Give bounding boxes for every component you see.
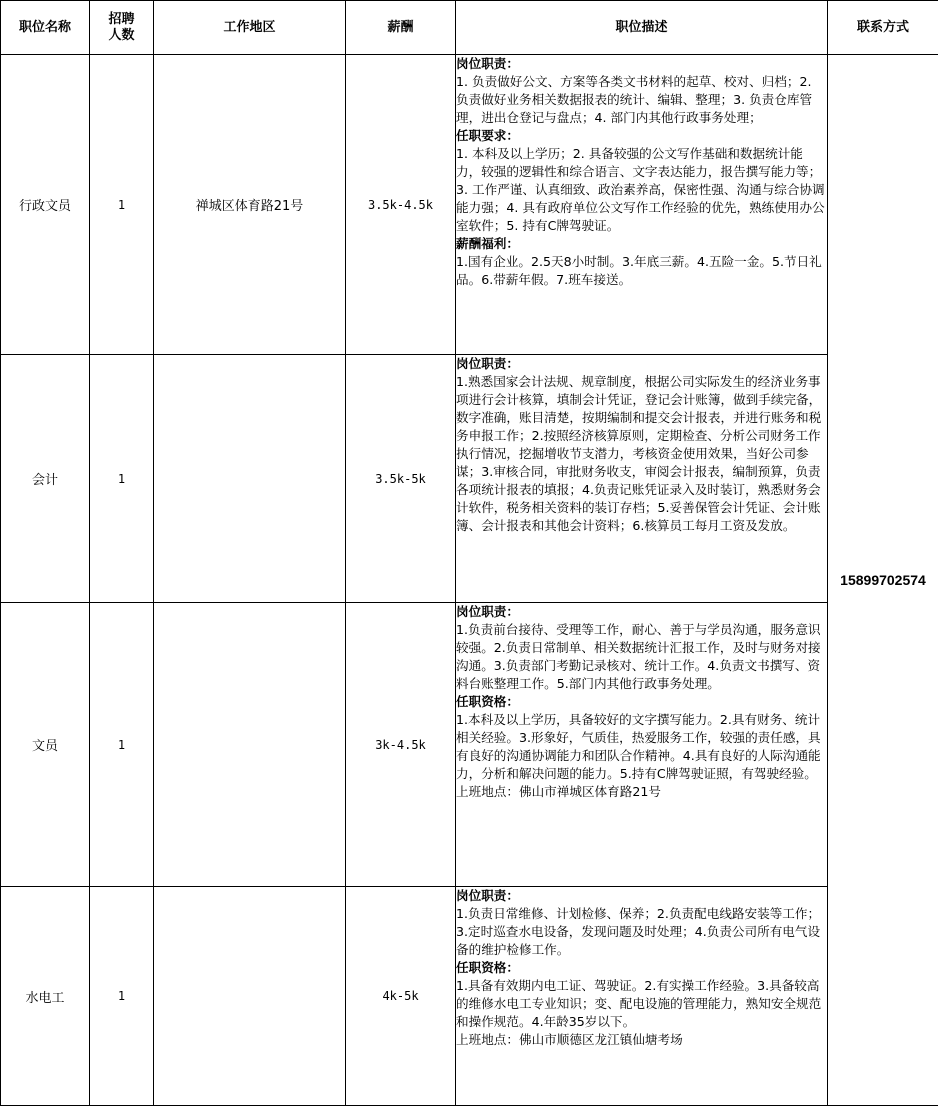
job-row xyxy=(1,603,938,887)
desc-text: 1.本科及以上学历，具备较好的文字撰写能力。2.具有财务、统计相关经验。3.形象好，气质佳，热爱服务工作，较强的责任感，具有良好的沟通协调能力和团队合作精神。4.具有良好的人际沟通能力，分析和解决问题的能力。5.持有C牌驾驶证照，有驾驶经验。 xyxy=(456,712,821,781)
job-location xyxy=(154,355,346,603)
desc-text: 1. 负责做好公文、方案等各类文书材料的起草、校对、归档；2. 负责做好业务相关数据报表的统计、编辑、整理；3. 负责仓库管理，进出仓登记与盘点；4. 部门内其他行政事务处理； xyxy=(456,74,813,125)
header-count xyxy=(90,1,154,55)
desc-text: 1. 本科及以上学历；2. 具备较强的公文写作基础和数据统计能力，较强的逻辑性和综合语言、文字表达能力，报告撰写能力等；3. 工作严谨、认真细致、政治素养高，保密性强、沟通与综合协调能力强；4. 具有政府单位公文写作工作经验的优先，熟练使用办公室软件；5. 持有C牌驾驶证。 xyxy=(456,146,825,233)
job-count: 1 xyxy=(90,355,154,603)
job-description xyxy=(456,887,828,1106)
job-location: 禅城区体育路21号 xyxy=(154,55,346,355)
desc-heading: 岗位职责： xyxy=(456,56,519,71)
job-title: 文员 xyxy=(1,603,90,887)
desc-text: 1.负责前台接待、受理等工作，耐心、善于与学员沟通，服务意识较强。2.负责日常制单、相关数据统计汇报工作，及时与财务对接沟通。3.负责部门考勤记录核对、统计工作。4.负责文书撰写、资料台账整理工作。5.部门内其他行政事务处理。 xyxy=(456,622,821,691)
header-location: 工作地区 xyxy=(154,1,346,55)
job-salary: 3k-4.5k xyxy=(346,603,456,887)
desc-heading: 任职要求： xyxy=(456,128,519,143)
desc-text: 1.负责日常维修、计划检修、保养；2.负责配电线路安装等工作；3.定时巡查水电设备，发现问题及时处理；4.负责公司所有电气设备的维护检修工作。 xyxy=(456,906,821,957)
desc-text: 1.具备有效期内电工证、驾驶证。2.有实操工作经验。3.具备较高的维修水电工专业知识；变、配电设施的管理能力，熟知安全规范和操作规范。4.年龄35岁以下。 xyxy=(456,978,822,1029)
job-title: 行政文员 xyxy=(1,55,90,355)
job-count: 1 xyxy=(90,603,154,887)
desc-workplace: 上班地点：佛山市禅城区体育路21号 xyxy=(456,784,661,799)
header-description: 职位描述 xyxy=(456,1,828,55)
job-title: 水电工 xyxy=(1,887,90,1106)
job-row xyxy=(1,887,938,1106)
job-count: 1 xyxy=(90,55,154,355)
job-title: 会计 xyxy=(1,355,90,603)
job-row xyxy=(1,355,938,603)
job-count: 1 xyxy=(90,887,154,1106)
desc-heading: 任职资格： xyxy=(456,960,519,975)
header-title: 职位名称 xyxy=(1,1,90,55)
desc-text: 1.熟悉国家会计法规、规章制度，根据公司实际发生的经济业务事项进行会计核算，填制会计凭证，登记会计账簿，做到手续完备，数字准确，账目清楚，按期编制和提交会计报表，并进行账务和税务申报工作；2.按照经济核算原则，定期检查、分析公司财务工作执行情况，挖掘增收节支潜力，考核资金使用效果，当好公司参谋；3.审核合同，审批财务收支，审阅会计报表，编制预算，负责各项统计报表的填报；4.负责记账凭证录入及时装订，熟悉财务会计软件，税务相关资料的装订存档；5.妥善保管会计凭证、会计账簿、会计报表和其他会计资料；6.核算员工每月工资及发放。 xyxy=(456,374,822,533)
job-row xyxy=(1,55,938,355)
job-salary: 3.5k-4.5k xyxy=(346,55,456,355)
desc-workplace: 上班地点：佛山市顺德区龙江镇仙塘考场 xyxy=(456,1032,683,1047)
desc-text: 1.国有企业。2.5天8小时制。3.年底三薪。4.五险一金。5.节日礼品。6.带薪年假。7.班车接送。 xyxy=(456,254,822,287)
job-description xyxy=(456,603,828,887)
header-count-label: 招聘人数 xyxy=(108,11,135,43)
desc-heading: 任职资格： xyxy=(456,694,519,709)
desc-heading: 薪酬福利： xyxy=(456,236,519,251)
job-location xyxy=(154,887,346,1106)
desc-heading: 岗位职责： xyxy=(456,604,519,619)
job-location xyxy=(154,603,346,887)
header-salary: 薪酬 xyxy=(346,1,456,55)
desc-heading: 岗位职责： xyxy=(456,356,519,371)
header-contact: 联系方式 xyxy=(828,1,938,55)
job-salary: 4k-5k xyxy=(346,887,456,1106)
job-description xyxy=(456,355,828,603)
job-description xyxy=(456,55,828,355)
desc-heading: 岗位职责： xyxy=(456,888,519,903)
contact-phone: 15899702574 xyxy=(828,55,938,1106)
job-salary: 3.5k-5k xyxy=(346,355,456,603)
header-row xyxy=(1,1,938,55)
